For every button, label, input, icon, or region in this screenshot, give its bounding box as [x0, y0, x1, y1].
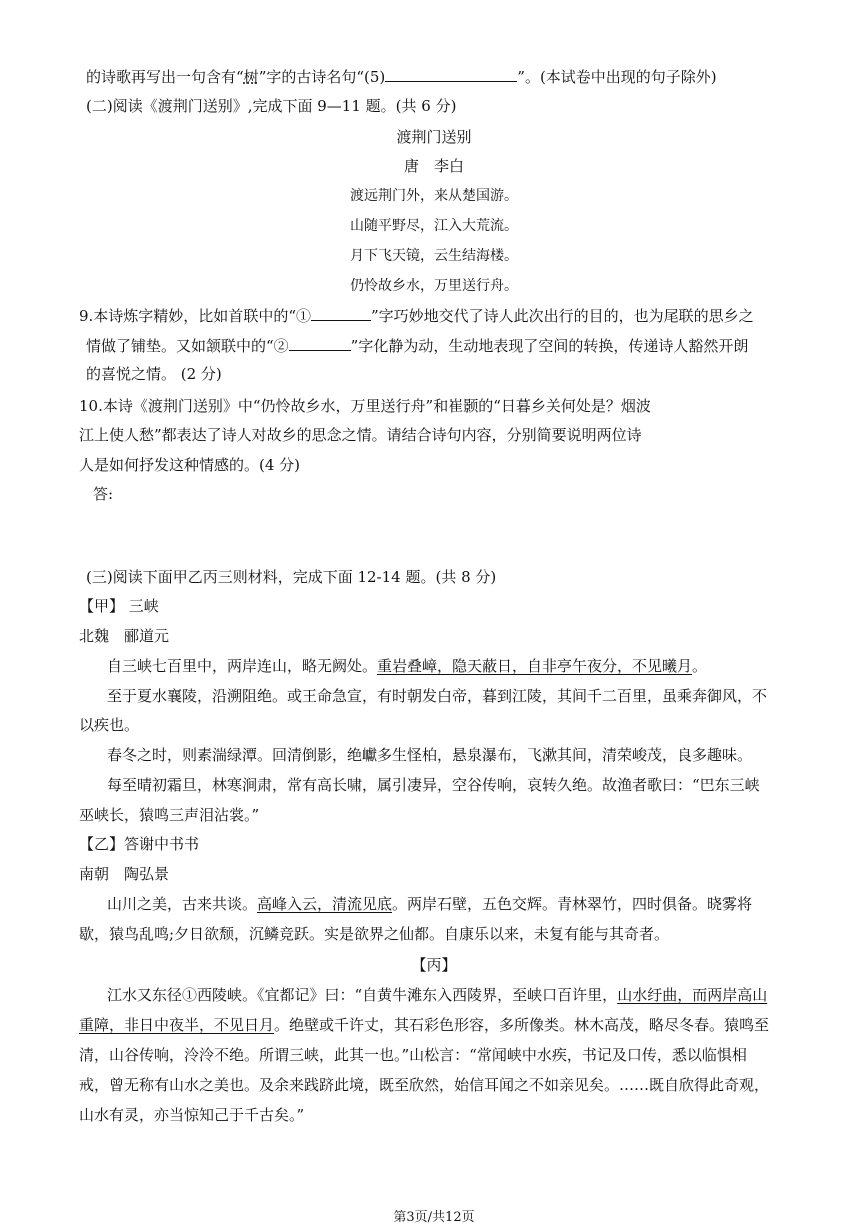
answer-label: 答:: [93, 485, 114, 503]
text-segment: ”字化静为动，生动地表现了空间的转换，传递诗人豁然开朗: [350, 337, 749, 355]
text-segment: 的诗歌再写出一句含有“: [86, 68, 244, 86]
poem-line: 渡远荆门外，来从楚国游。: [350, 188, 518, 204]
answer-blank-1[interactable]: [311, 305, 371, 321]
question-9-line-2: [86, 335, 748, 356]
jia-paragraph-4-line-2: 巫峡长，猿鸣三声泪沾裳。”: [79, 806, 260, 824]
answer-blank-2[interactable]: [289, 335, 351, 351]
question-9-line-1: [79, 305, 754, 326]
poem-line: 山随平野尽，江入大荒流。: [350, 218, 518, 234]
answer-blank-5[interactable]: [385, 66, 517, 82]
jia-paragraph-2-line-1: 至于夏水襄陵，沿溯阻绝。或王命急宣，有时朝发白帝，暮到江陵，其间千二百里，虽乘奔御风，不: [107, 687, 768, 705]
poem-line: 月下飞天镜，云生结海楼。: [350, 248, 518, 264]
text-segment: ”字巧妙地交代了诗人此次出行的目的，也为尾联的思乡之: [370, 307, 754, 325]
answer-area[interactable]: [120, 484, 780, 554]
underlined-text: 高峰入云，清流见底: [257, 895, 393, 913]
text-segment: ”字的古诗名句“(5): [258, 68, 386, 86]
underlined-text: 重岩叠嶂，隐天蔽日，自非亭午夜分，不见曦月: [377, 657, 693, 675]
jia-paragraph-2-line-2: 以疾也。: [79, 716, 140, 734]
bing-line-1: [107, 985, 767, 1005]
poem-author: 唐 李白: [403, 157, 464, 175]
bing-line-5: 山水有灵，亦当惊知己于千古矣。”: [79, 1106, 305, 1124]
yi-line-2: 歇，猿鸟乱鸣;夕日欲颓，沉鳞竞跃。实是欲界之仙都。自康乐以来，未复有能与其奇者。: [79, 925, 670, 943]
text-segment: 自三峡七百里中，两岸连山，略无阙处。: [107, 657, 378, 675]
jia-paragraph-3: 春冬之时，则素湍绿潭。回清倒影，绝巘多生怪柏，悬泉瀑布，飞漱其间，清荣峻茂，良多趣味。: [107, 746, 753, 764]
question-8-continuation: [86, 66, 717, 87]
text-segment: 情做了铺垫。又如颔联中的“②: [86, 337, 289, 355]
text-segment: 。: [692, 657, 708, 675]
question-10-line-2: 江上使人愁”都表达了诗人对故乡的思念之情。请结合诗句内容，分别简要说明两位诗: [79, 426, 642, 444]
yi-line-1: [107, 894, 752, 914]
text-segment: 山川之美，古来共谈。: [107, 895, 258, 913]
text-segment: 9.本诗炼字精妙，比如首联中的“①: [79, 307, 311, 325]
material-bing-label: 【丙】: [411, 956, 457, 974]
section-3-heading: (三)阅读下面甲乙丙三则材料，完成下面 12-14 题。(共 8 分): [86, 568, 497, 586]
material-yi-author: 南朝 陶弘景: [79, 865, 170, 883]
emphasized-char: 树: [243, 68, 259, 86]
jia-paragraph-4-line-1: 每至晴初霜旦，林寒涧肃，常有高长啸，属引凄异，空谷传响，哀转久绝。故渔者歌曰：“巴东三峡: [107, 776, 760, 794]
material-jia-label: 【甲】 三峡: [79, 597, 159, 615]
question-9-line-3: 的喜悦之情。 (2 分): [86, 365, 222, 383]
material-jia-author: 北魏 郦道元: [79, 627, 170, 645]
jia-paragraph-1: [107, 656, 707, 676]
bing-line-2: [79, 1015, 769, 1035]
bing-line-4: 戒，曾无称有山水之美也。及余来践跻此境，既至欣然，始信耳闻之不如亲见矣。……既自欣得此奇观，: [79, 1076, 770, 1094]
poem-line: 仍怜故乡水，万里送行舟。: [350, 278, 518, 294]
text-segment: 。两岸石壁，五色交辉。青林翠竹，四时俱备。晓雾将: [392, 895, 753, 913]
section-2-heading: (二)阅读《渡荆门送别》,完成下面 9—11 题。(共 6 分): [86, 97, 457, 115]
page-number-footer: 第3页/共12页: [393, 1210, 475, 1225]
poem-title: 渡荆门送别: [396, 128, 472, 146]
bing-line-3: 清，山谷传响，泠泠不绝。所谓三峡，此其一也。”山松言：“常闻峡中水疾，书记及口传，悉以临惧相: [79, 1046, 747, 1064]
material-yi-label: 【乙】答谢中书书: [79, 835, 200, 853]
text-segment: ”。(本试卷中出现的句子除外): [517, 68, 717, 86]
question-10-line-3: 人是如何抒发这种情感的。(4 分): [79, 456, 301, 474]
text-segment: 。绝壁或千许丈，其石彩色形容，多所像类。林木高茂，略尽冬春。猿鸣至: [274, 1016, 770, 1034]
underlined-text: 重障，非日中夜半，不见日月: [79, 1016, 275, 1034]
underlined-text: 山水纡曲，而两岸高山: [617, 986, 768, 1004]
question-10-line-1: 10.本诗《渡荆门送别》中“仍怜故乡水，万里送行舟”和崔颢的“日暮乡关何处是？烟波: [79, 397, 651, 415]
text-segment: 江水又东径①西陵峡。《宜都记》曰：“自黄牛滩东入西陵界，至峡口百许里，: [107, 986, 618, 1004]
